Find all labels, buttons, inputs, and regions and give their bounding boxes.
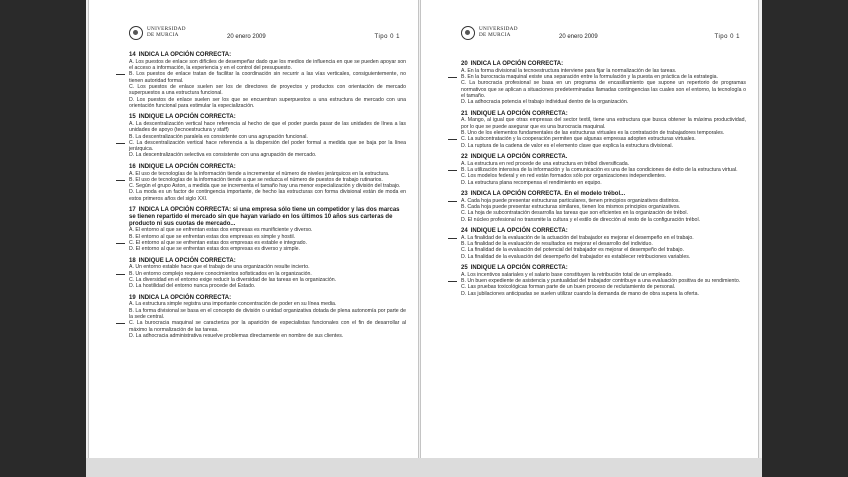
answer-option: A. Los incentivos salariales y el salario base constituyen la retribución total de un empleado. [461,271,673,278]
answer-option: D. La ruptura de la cadena de valor es el elemento clave que explica la estructura divisional. [461,142,673,149]
question-number: 22 [461,153,468,160]
answer-option: D. La estructura plana recompensa el rendimiento en equipo. [461,179,602,186]
answer-option: C. La burocracia profesional se basa en un programa de encasillamiento que supone un repertorio de programas normativos que se aplican a situaciones predeterminadas llamadas contingencias las cuales son el entorno, la tecnología o el tamaño. [461,80,746,99]
answer-option: A. Un entorno estable hace que el trabajo de una organización resulte incierto. [129,264,310,271]
question-title [129,295,406,302]
answer-option-marked: B. En la burocracia maquinal existe una separación entre la formulación y la puesta en práctica de la estrategia. [461,74,746,80]
page-header [461,26,740,42]
question-number: 19 [129,294,136,301]
question-number: 15 [129,114,136,121]
question-block [129,207,406,253]
answer-option: D. Las jubilaciones anticipadas se suelen utilizar cuando la demanda de mano de obra supera la oferta. [461,290,699,297]
university-name: UNIVERSIDAD DE MURCIA [147,26,186,38]
question-number: 25 [461,264,468,271]
question-block [461,61,746,106]
question-title [129,258,406,265]
question-number: 21 [461,110,468,117]
exam-type: Tipo 0 1 [714,34,740,40]
exam-page-right [420,0,759,458]
answer-option: B. Cada hoja puede presentar estructuras similares, tienen los mismos principios organizativos. [461,203,681,210]
question-text: INDIQUE LA OPCIÓN CORRECTA: [138,163,236,170]
viewer-background-left [0,0,86,477]
answer-option: C. La diversidad en el entorno exige reducir la diversidad de las tareas en la organización. [129,277,337,283]
question-list [461,61,746,302]
answer-option: D. El entorno al que se enfrentan estas dos empresas es diverso y simple. [129,246,300,253]
answer-option: D. La finalidad de la evaluación del desempeño del trabajador es establecer retribuciones variables. [461,253,691,260]
answer-option: C. Los puestos de enlace suelen ser los de directores de proyectos y productos con orientación de mercado superpuestos a una estructura funcional. [129,83,406,97]
exam-date: 20 enero 2009 [227,34,266,40]
answer-option-marked: C. La descentralización vertical hace referencia a la dispersión del poder formal a medida que se baja por la línea jerárquica. [129,139,406,153]
answer-option: A. La estructura en red procede de una estructura en trébol diversificada. [461,160,630,167]
answer-option-marked: B. Un buen expediente de asistencia y puntualidad del trabajador contribuye a una evaluación positiva de su rendimiento. [461,278,746,284]
question-title [461,191,746,198]
answer-option: B. Uno de los elementos fundamentales de las estructuras virtuales es la contratación de trabajadores temporales. [461,129,725,136]
answer-option: B. La finalidad de la evaluación de resultados es mejorar el desarrollo del individuo. [461,240,653,247]
university-seal-icon [129,26,143,40]
question-number: 16 [129,163,136,170]
page-bottom-margin [86,458,762,477]
answer-option: A. En la forma divisional la tecnoestructura interviene para fijar la normalización de las tareas. [461,67,677,74]
viewer-background-right [762,0,848,477]
question-text: INDIQUE LA OPCIÓN CORRECTA: [470,264,568,271]
answer-option: C. Las pruebas toxicológicas forman parte de un buen proceso de reclutamiento de personal. [461,284,676,291]
question-block [129,258,406,290]
question-number: 14 [129,52,136,58]
university-seal-icon [461,26,475,40]
answer-option: D. Los puestos de enlace suelen ser los que se encuentran superpuestos a una estructura de mercado con una orientación funcional para estimular la especialización. [129,96,406,109]
question-text: INDICA LA OPCIÓN CORRECTA. En el modelo trébol... [470,190,626,197]
question-text: INDICA LA OPCIÓN CORRECTA: si una empresa sólo tiene un competidor y las dos marcas se tienen repartido el mercado sin que hayan variado en los últimos 10 años sus carteras de producto ni sus cuotas de mercado... [129,207,400,227]
answer-option-marked: B. Un entorno complejo requiere conocimientos sofisticados en la organización. [129,271,406,277]
question-text: INDIQUE LA OPCIÓN CORRECTA: [470,110,568,117]
question-number: 24 [461,227,468,234]
question-number: 17 [129,207,136,214]
exam-page-left [88,0,419,458]
answer-option-marked: A. La finalidad de la evaluación de la actuación del trabajador es mejorar el desempeño en el trabajo. [461,235,746,241]
answer-option: A. La descentralización vertical hace referencia al hecho de que el poder pueda pasar de las unidades de línea a las unidades de apoyo (tecnoestructura y staff) [129,120,406,134]
question-block [461,154,746,186]
question-block [129,164,406,202]
answer-option: A. La estructura simple registra una importante concentración de poder en su línea media. [129,301,337,308]
question-text: INDICA LA OPCIÓN CORRECTA: [470,61,564,67]
question-block [461,228,746,260]
answer-option: D. La adhocracia administrativa resuelve problemas directamente en nombre de sus clientes. [129,332,344,339]
question-title [129,114,406,121]
answer-option: D. El núcleo profesional no transmite la cultura y el estilo de dirección al resto de la configuración trébol. [461,216,701,223]
question-text: INDIQUE LA OPCIÓN CORRECTA. [470,153,568,160]
answer-option: A. El uso de tecnologías de la información tiende a incrementar el número de niveles jerárquicos en la estructura. [129,170,390,177]
answer-option-marked: A. Cada hoja puede presentar estructuras particulares, tienen principios organizativos distintos. [461,198,746,204]
question-block [129,295,406,340]
question-title [129,164,406,171]
answer-option: A. Mango, al igual que otras empresas del sector textil, tiene una estructura que busca obtener la máxima productividad, por lo que se puede asegurar que es una burocracia maquinal. [461,117,746,130]
answer-option-marked: C. La subcontratación y la cooperación permiten que algunas empresas adopten estructuras virtuales. [461,136,746,142]
question-text: INDIQUE LA OPCIÓN CORRECTA: [470,227,568,234]
question-title [461,111,746,118]
question-number: 18 [129,257,136,264]
question-block [129,52,406,109]
question-title [461,265,746,272]
answer-option: D. La moda es un factor de contingencia importante, de hecho las estructuras con forma divisional están de moda en estos primeros años del siglo XXI. [129,189,406,202]
question-title [461,154,746,161]
question-number: 20 [461,61,468,67]
answer-option-marked: C. La burocracia maquinal se caracteriza por la aparición de especialistas funcionales con el fin de desarrollar al máximo la normalización de las tareas. [129,320,406,333]
answer-option: B. La descentralización paralela es consistente con una agrupación funcional. [129,133,308,140]
exam-type: Tipo 0 1 [374,34,400,40]
answer-option: C. Los modelos federal y en red están formados sólo por organizaciones independientes. [461,173,667,180]
answer-option: C. La hoja de subcontratación desarrolla las tareas que son eficientes en la organización de trébol. [461,210,688,217]
answer-option: A. Los puestos de enlace son difíciles de desempeñar dado que los medios de influencia en que se pueden apoyar son el acceso a información, la experiencia y en el control del presupuesto. [129,58,406,72]
answer-option: A. El entorno al que se enfrentan estas dos empresas es munificiente y diverso. [129,227,313,234]
question-text: INDIQUE LA OPCIÓN CORRECTA: [138,114,236,121]
answer-option: B. El entorno al que se enfrentan estas dos empresas es simple y hostil. [129,233,296,240]
answer-option-marked: B. La utilización intensiva de la información y la comunicación es una de las condiciones de éxito de la estructura virtual. [461,167,746,173]
question-block [129,114,406,159]
question-block [461,191,746,223]
question-title [461,228,746,235]
question-list [129,52,406,344]
answer-option: D. La descentralización selectiva es consistente con una agrupación de mercado. [129,152,317,159]
question-block [461,111,746,149]
question-title [129,52,406,59]
question-title [129,207,406,227]
question-number: 23 [461,190,468,197]
answer-option-marked: B. Los puestos de enlace tratan de facilitar la coordinación sin recurrir a las vías verticales, consiguientemente, no tienen autoridad formal. [129,71,406,84]
answer-option-marked: B. El uso de tecnologías de la información tiende a que se reduzca el número de puestos de trabajo rutinarios. [129,177,406,183]
answer-option: D. La adhocracia potencia el trabajo individual dentro de la organización. [461,99,629,106]
answer-option: C. La finalidad de la evaluación del potencial del trabajador es mejorar el desempeño del trabajo. [461,247,684,254]
question-text: INDICA LA OPCIÓN CORRECTA: [138,52,232,58]
answer-option: C. Según el grupo Aston, a medida que se incrementa el tamaño hay una menor especialización y división del trabajo. [129,183,401,190]
page-header [129,26,400,42]
answer-option: B. La forma divisional se basa en el concepto de división o unidad organizativa dotada de plena autonomía por parte de la sede central. [129,307,406,320]
question-text: INDIQUE LA OPCIÓN CORRECTA: [138,257,236,264]
answer-option: D. La hostilidad del entorno nunca procede del Estado. [129,283,256,290]
question-text: INDICA LA OPCIÓN CORRECTA: [138,294,232,301]
answer-option-marked: C. El entorno al que se enfrentan estas dos empresas es estable e integrado. [129,240,406,246]
university-name: UNIVERSIDAD DE MURCIA [479,26,518,38]
question-title [461,61,746,68]
question-block [461,265,746,297]
exam-date: 20 enero 2009 [559,34,598,40]
